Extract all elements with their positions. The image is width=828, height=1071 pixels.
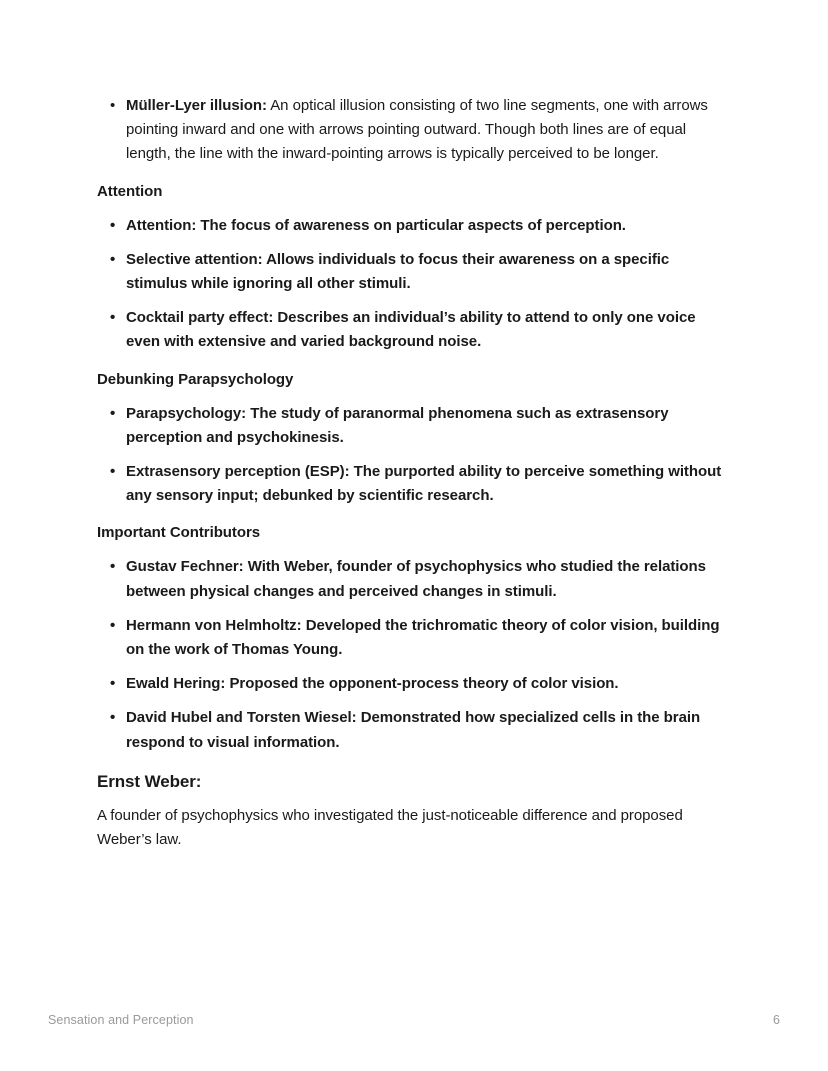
page-footer <box>48 1010 780 1030</box>
list-item: • Selective attention: Allows individuals to focus their awareness on a specific stimulus while ignoring all other stimuli. <box>97 248 731 296</box>
section-list-important-contributors <box>97 555 731 754</box>
section-heading-debunking-parapsychology: Debunking Parapsychology <box>97 370 294 388</box>
list-item: • David Hubel and Torsten Wiesel: Demonstrated how specialized cells in the brain respond to visual information. <box>97 706 731 754</box>
footer-page-number: 6 <box>772 1013 780 1027</box>
section-list-debunking-parapsychology <box>97 402 731 509</box>
list-item-text: An optical illusion consisting of two line segments, one with arrows pointing inward and one with arrows pointing outward. Though both lines are of equal length, the line with the inward-pointing arrows is typically perceived to be longer. <box>126 97 708 163</box>
list-item <box>97 94 731 167</box>
list-item: • Gustav Fechner: With Weber, founder of psychophysics who studied the relations between physical changes and perceived changes in stimuli. <box>97 555 731 603</box>
section-list-attention <box>97 214 731 355</box>
section-heading-important-contributors: Important Contributors <box>97 524 261 542</box>
list-item-lead-in: Müller-Lyer illusion: <box>126 97 267 114</box>
list-item: • Extrasensory perception (ESP): The purported ability to perceive something without any sensory input; debunked by scientific research. <box>97 460 731 508</box>
subsection-heading-ernst-weber: Ernst Weber: <box>97 771 202 791</box>
page-content <box>97 94 731 852</box>
list-item: • Parapsychology: The study of paranormal phenomena such as extrasensory perception and psychokinesis. <box>97 402 731 450</box>
section-heading-attention: Attention <box>97 182 163 200</box>
footer-title: Sensation and Perception <box>48 1013 194 1027</box>
list-item: • Hermann von Helmholtz: Developed the trichromatic theory of color vision, building on the work of Thomas Young. <box>97 614 731 662</box>
subsection-paragraph: A founder of psychophysics who investigated the just-noticeable difference and proposed Weber’s law. <box>97 806 683 849</box>
list-item: • Ewald Hering: Proposed the opponent-process theory of color vision. <box>97 672 731 696</box>
intro-bullet-list <box>97 94 731 167</box>
list-item: • Attention: The focus of awareness on particular aspects of perception. <box>97 214 731 238</box>
list-item: • Cocktail party effect: Describes an individual’s ability to attend to only one voice even with extensive and varied background noise. <box>97 306 731 354</box>
